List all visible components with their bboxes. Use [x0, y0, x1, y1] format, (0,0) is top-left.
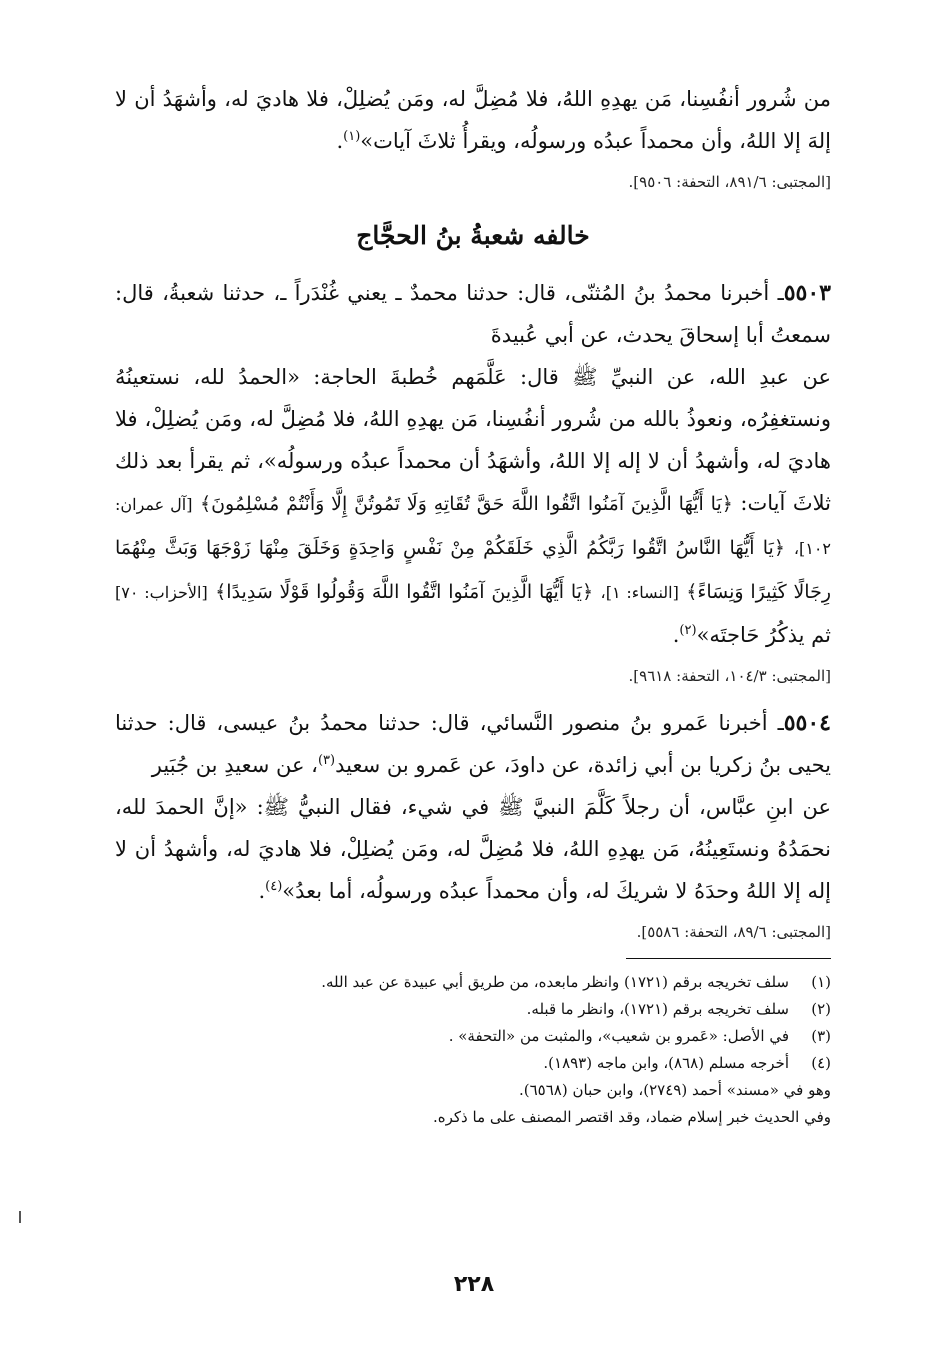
hadith-5504-isnad	[115, 702, 831, 786]
citation-3: [المجتبى: ٨٩/٦، التحفة: ٥٥٨٦].	[636, 923, 831, 941]
quran-verse-3: ﴿يَا أَيُّهَا الَّذِينَ آمَنُوا اتَّقُوا اللَّهَ وَقُولُوا قَوْلًا سَدِيدًا﴾	[215, 581, 594, 603]
footnote-1	[115, 969, 831, 996]
matn-end: ثم يذكُرُ حَاجتَه»	[696, 623, 831, 647]
matn-text: عن ابنِ عبَّاس، أن رجلاً كَلَّمَ النبيَّ ﷺ في شيء، فقال النبيُّ ﷺ: «إنَّ الحمدَ لله، نحمَدُهُ ونستَعِينُهُ، مَن يهدِهِ اللهُ، فلا مُضِلَّ له، ومَن يُضلِلْ، فلا هاديَ له، وأشهدُ أن لا إله إلا اللهُ وحدَهُ لا شريكَ له، وأن محمداً عبدُه ورسولُه، أما بعدُ»	[115, 795, 831, 903]
isnad-text: ـ أخبرنا محمدُ بنُ المُثنّى، قال: حدثنا محمدٌ ـ يعني غُنْدَراً ـ، حدثنا شعبةُ، قال: سمعتُ أبا إسحاقَ يحدث، عن أبي عُبيدةَ	[115, 281, 831, 347]
hadith-5503-matn	[115, 356, 831, 656]
book-page	[115, 78, 831, 1131]
verse-ref-1: [آل عمران: ١٠٢]،	[115, 495, 831, 558]
citation-2: [المجتبى: ١٠٤/٣، التحفة: ٩٦١٨].	[628, 667, 831, 685]
footnote-4-continuation-2: وفي الحديث خبر إسلام ضماد، وقد اقتصر المصنف على ما ذكره.	[433, 1108, 831, 1126]
footnote-text: في الأصل: «عَمرو بن شعيب»، والمثبت من «التحفة» .	[448, 1027, 789, 1045]
footnote-number: (٢)	[811, 1000, 831, 1018]
footnote-3	[115, 1023, 831, 1050]
footnote-number: (٤)	[811, 1054, 831, 1072]
hadith-number-5503: ٥٥٠٣	[783, 280, 831, 306]
footnote-2	[115, 996, 831, 1023]
hadith-5503-isnad	[115, 272, 831, 356]
footnotes	[115, 969, 831, 1131]
punct: .	[336, 129, 344, 153]
footnote-ref-4[interactable]: (٤)	[265, 879, 283, 894]
quran-verse-2: ﴿يَا أَيُّهَا النَّاسُ اتَّقُوا رَبَّكُمُ الَّذِي خَلَقَكُمْ مِنْ نَفْسٍ وَاحِدَةٍ وَخَلَقَ مِنْهَا زَوْجَهَا وَبَثَّ مِنْهُمَا رِجَالًا كَثِيرًا وَنِسَاءً﴾	[115, 537, 831, 603]
footnote-number: (١)	[811, 973, 831, 991]
footnote-ref-3[interactable]: (٣)	[317, 753, 336, 768]
punct: .	[672, 623, 680, 647]
footnote-text: سلف تخريجه برقم (١٧٢١) وانظر مابعده، من طريق أبي عبيدة عن عبد الله.	[321, 973, 789, 991]
isnad-text: ـ أخبرنا عَمرو بنُ منصور النَّسائي، قال: حدثنا محمدُ بنُ عيسى، قال: حدثنا يحيى بنُ زكريا بن أبي زائدة، عن داودَ، عن عَمرو بن سعيد	[115, 711, 831, 777]
citation-1: [المجتبى: ٨٩١/٦، التحفة: ٩٥٠٦].	[628, 173, 831, 191]
matn-text: عن عبدِ الله، عن النبيِّ ﷺ قال: عَلَّمَهم خُطبةَ الحاجة: «الحمدُ لله، نستعينُهُ ونستغفِرُه، ونعوذُ بالله من شُرور أنفُسِنا، مَن يهدِهِ اللهُ، فلا مُضِلَّ له، ومَن يُضلِلْ، فلا هاديَ له، وأشهدُ أن لا إله إلا اللهُ، وأشهَدُ أن محمداً عبدُه ورسولُه»، ثم يقرأ بعد ذلك ثلاثَ آيات:	[115, 365, 831, 515]
hadith-number-5504: ٥٥٠٤	[783, 710, 831, 736]
footnote-separator	[626, 958, 831, 959]
verse-ref-3: [الأحزاب: ٧٠]	[115, 583, 208, 602]
text: من شُرور أنفُسِنا، مَن يهدِهِ اللهُ، فلا مُضِلَّ له، ومَن يُضلِلْ، فلا هاديَ له، وأشهَدُ أن لا إلهَ إلا اللهُ، وأن محمداً عبدُه ورسولُه، ويقرأُ ثلاثَ آيات»	[115, 87, 831, 153]
quran-verse-1: ﴿يَا أَيُّهَا الَّذِينَ آمَنُوا اتَّقُوا اللَّهَ حَقَّ تُقَاتِهِ وَلَا تَمُوتُنَّ إِلَّا وَأَنْتُمْ مُسْلِمُونَ﴾	[199, 493, 733, 515]
footnote-number: (٣)	[811, 1027, 831, 1045]
footnote-text: أخرجه مسلم (٨٦٨)، وابن ماجه (١٨٩٣).	[543, 1054, 789, 1072]
isnad-text-end: ، عن سعيدِ بن جُبَير	[151, 753, 318, 777]
page-number: ٢٢٨	[453, 1272, 495, 1297]
margin-mark	[19, 1211, 21, 1223]
footnote-ref-2[interactable]: (٢)	[679, 623, 697, 638]
footnote-ref-1[interactable]: (١)	[343, 129, 361, 144]
footnote-4-continuation-1: وهو في «مسند» أحمد (٢٧٤٩)، وابن حبان (٦٥٦٨).	[519, 1081, 831, 1099]
hadith-5504-matn	[115, 786, 831, 912]
punct: .	[258, 879, 266, 903]
section-heading: خالفه شعبةُ بنُ الحجَّاج	[356, 221, 590, 250]
paragraph-continuation	[115, 78, 831, 162]
footnote-4	[115, 1050, 831, 1077]
verse-ref-2: [النساء: ١]،	[600, 583, 679, 602]
footnote-text: سلف تخريجه برقم (١٧٢١)، وانظر ما قبله.	[526, 1000, 789, 1018]
